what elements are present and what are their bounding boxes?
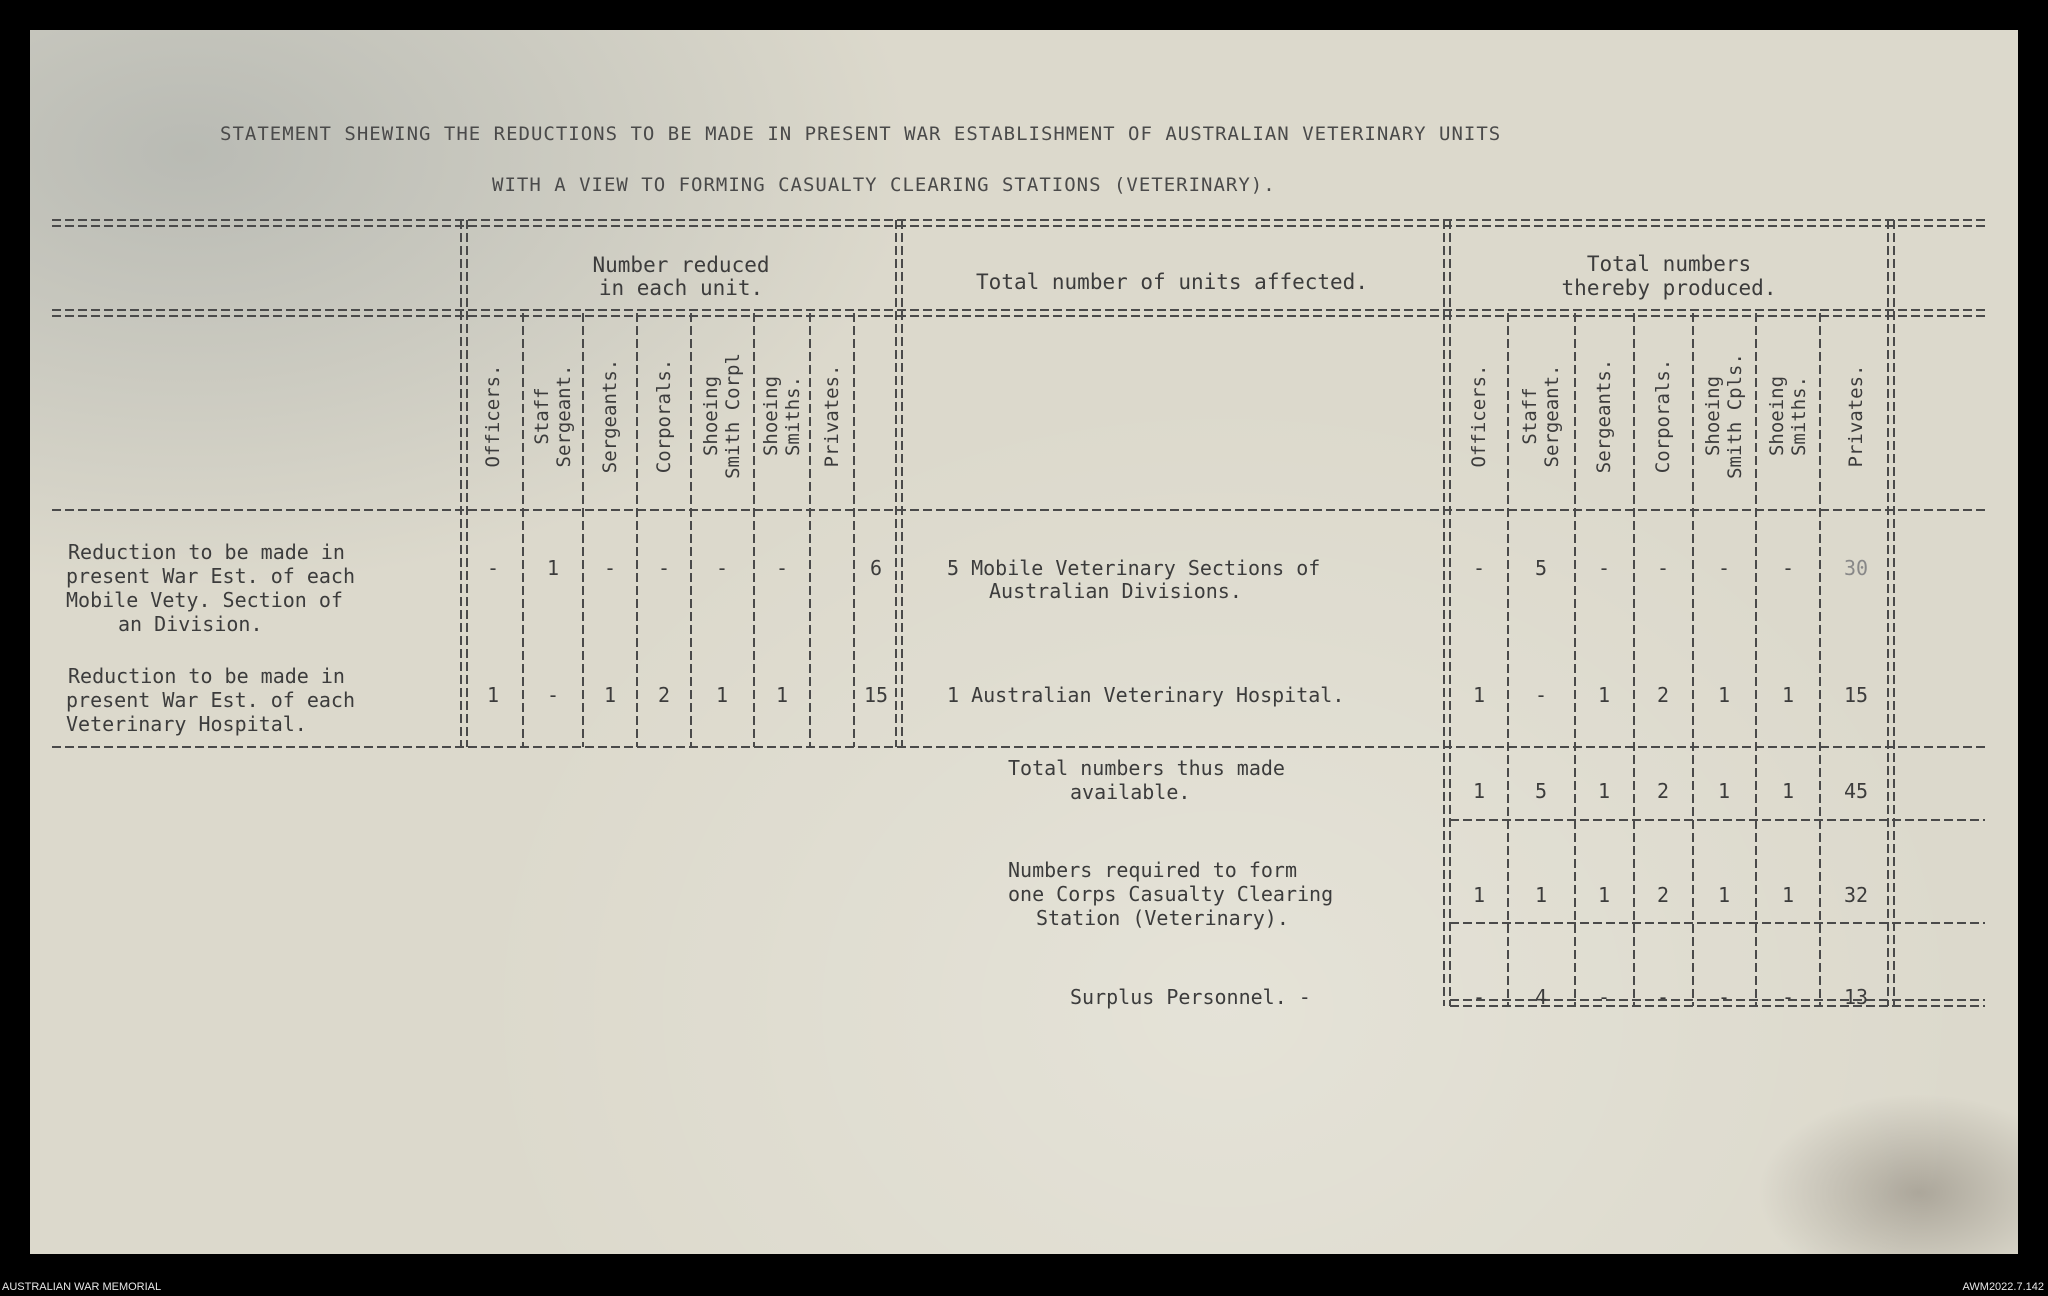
produced-col-sergeants: Sergeants. (1593, 358, 1615, 474)
required-sergeants: 1 (1597, 883, 1611, 907)
required-shoeing-smiths: 1 (1781, 883, 1795, 907)
row-2-reduced-shoeing-smith-corpl: 1 (715, 683, 729, 707)
surplus-officers: - (1472, 985, 1486, 1009)
row-1-reduced-privates: 6 (869, 556, 883, 580)
reduced-header-line-1: Number reduced (592, 253, 770, 277)
row-2-reduced-staff-sergeant: - (546, 683, 560, 707)
row-1-reduced-officers: - (486, 556, 500, 580)
row-1-reduced-sergeants: - (603, 556, 617, 580)
required-officers: 1 (1472, 883, 1486, 907)
row-2-label-line-2: present War Est. of each (66, 688, 355, 712)
total-available-sergeants: 1 (1597, 779, 1611, 803)
row-2-reduced-officers: 1 (486, 683, 500, 707)
row-1-produced-privates: 30 (1843, 556, 1869, 580)
surplus-privates: 13 (1843, 985, 1869, 1009)
reduced-col-corporals: Corporals. (653, 358, 675, 474)
reduced-col-privates: Privates. (821, 364, 843, 468)
produced-col-officers: Officers. (1468, 364, 1490, 468)
row-1-produced-shoeing-smiths: - (1781, 556, 1795, 580)
required-shoeing-smith-cpls: 1 (1717, 883, 1731, 907)
document-title-line-2: WITH A VIEW TO FORMING CASUALTY CLEARING STATIONS (VETERINARY). (492, 174, 1276, 196)
row-1-reduced-shoeing-smith-corpl: - (715, 556, 729, 580)
produced-col-privates: Privates. (1845, 364, 1867, 468)
row-2-produced-shoeing-smith-cpls: 1 (1717, 683, 1731, 707)
surplus-corporals: - (1656, 985, 1670, 1009)
row-1-label-line-4: an Division. (118, 612, 263, 636)
surplus-staff-sergeant: 4 (1534, 985, 1548, 1009)
produced-col-shoeing-smith-cpls: Shoeing Smith Cpls. (1702, 353, 1746, 479)
reduced-header-line-2: in each unit. (598, 276, 764, 300)
row-1-label-line-2: present War Est. of each (66, 564, 355, 588)
total-available-label-line-2: available. (1070, 780, 1191, 804)
total-available-shoeing-smiths: 1 (1781, 779, 1795, 803)
produced-header-line-2: thereby produced. (1561, 276, 1777, 300)
row-1-units-line-1: 5 Mobile Veterinary Sections of (947, 556, 1321, 580)
total-available-label-line-1: Total numbers thus made (1008, 756, 1285, 780)
units-affected-header: Total number of units affected. (976, 270, 1368, 294)
row-2-reduced-sergeants: 1 (603, 683, 617, 707)
row-1-units-line-2: Australian Divisions. (989, 579, 1242, 603)
row-1-reduced-corporals: - (657, 556, 671, 580)
row-1-label-line-3: Mobile Vety. Section of (66, 588, 343, 612)
row-2-produced-staff-sergeant: - (1534, 683, 1548, 707)
row-2-reduced-privates: 15 (863, 683, 889, 707)
required-label-line-1: Numbers required to form (1008, 858, 1297, 882)
row-1-produced-sergeants: - (1597, 556, 1611, 580)
row-2-produced-privates: 15 (1843, 683, 1869, 707)
footer-institution: AUSTRALIAN WAR MEMORIAL (2, 1281, 162, 1293)
reduced-col-staff-sergeant: Staff Sergeant. (531, 364, 575, 468)
row-2-units-line-1: 1 Australian Veterinary Hospital. (947, 683, 1345, 707)
total-available-shoeing-smith-cpls: 1 (1717, 779, 1731, 803)
row-2-label-line-1: Reduction to be made in (68, 664, 345, 688)
row-1-reduced-shoeing-smiths: - (775, 556, 789, 580)
produced-col-shoeing-smiths: Shoeing Smiths. (1766, 375, 1810, 457)
required-corporals: 2 (1656, 883, 1670, 907)
required-staff-sergeant: 1 (1534, 883, 1548, 907)
row-1-label-line-1: Reduction to be made in (68, 540, 345, 564)
row-2-reduced-corporals: 2 (657, 683, 671, 707)
total-available-privates: 45 (1843, 779, 1869, 803)
row-1-produced-staff-sergeant: 5 (1534, 556, 1548, 580)
required-privates: 32 (1843, 883, 1869, 907)
document-page (30, 30, 2018, 1254)
reduced-col-shoeing-smith-corpl: Shoeing Smith Corpl (700, 353, 744, 479)
surplus-shoeing-smith-cpls: - (1717, 985, 1731, 1009)
row-2-produced-sergeants: 1 (1597, 683, 1611, 707)
required-label-line-2: one Corps Casualty Clearing (1008, 882, 1334, 906)
total-available-staff-sergeant: 5 (1534, 779, 1548, 803)
reduced-col-sergeants: Sergeants. (599, 358, 621, 474)
document-title-line-1: STATEMENT SHEWING THE REDUCTIONS TO BE MADE IN PRESENT WAR ESTABLISHMENT OF AUSTRALIAN VETERINARY UNITS (220, 123, 1502, 145)
produced-header-line-1: Total numbers (1586, 252, 1752, 276)
row-1-produced-corporals: - (1656, 556, 1670, 580)
footer-accession-number: AWM2022.7.142 (1962, 1281, 2044, 1293)
surplus-label: Surplus Personnel. - (1070, 985, 1311, 1009)
row-1-reduced-staff-sergeant: 1 (546, 556, 560, 580)
row-2-label-line-3: Veterinary Hospital. (66, 712, 307, 736)
row-2-produced-officers: 1 (1472, 683, 1486, 707)
surplus-sergeants: - (1597, 985, 1611, 1009)
row-2-produced-corporals: 2 (1656, 683, 1670, 707)
table-rules (30, 30, 2018, 1254)
row-1-produced-shoeing-smith-cpls: - (1717, 556, 1731, 580)
row-1-produced-officers: - (1472, 556, 1486, 580)
row-2-reduced-shoeing-smiths: 1 (775, 683, 789, 707)
total-available-officers: 1 (1472, 779, 1486, 803)
reduced-col-officers: Officers. (482, 364, 504, 468)
surplus-shoeing-smiths: - (1781, 985, 1795, 1009)
produced-col-corporals: Corporals. (1652, 358, 1674, 474)
reduced-col-shoeing-smiths: Shoeing Smiths. (760, 375, 804, 457)
total-available-corporals: 2 (1656, 779, 1670, 803)
produced-col-staff-sergeant: Staff Sergeant. (1519, 364, 1563, 468)
row-2-produced-shoeing-smiths: 1 (1781, 683, 1795, 707)
required-label-line-3: Station (Veterinary). (1036, 906, 1289, 930)
